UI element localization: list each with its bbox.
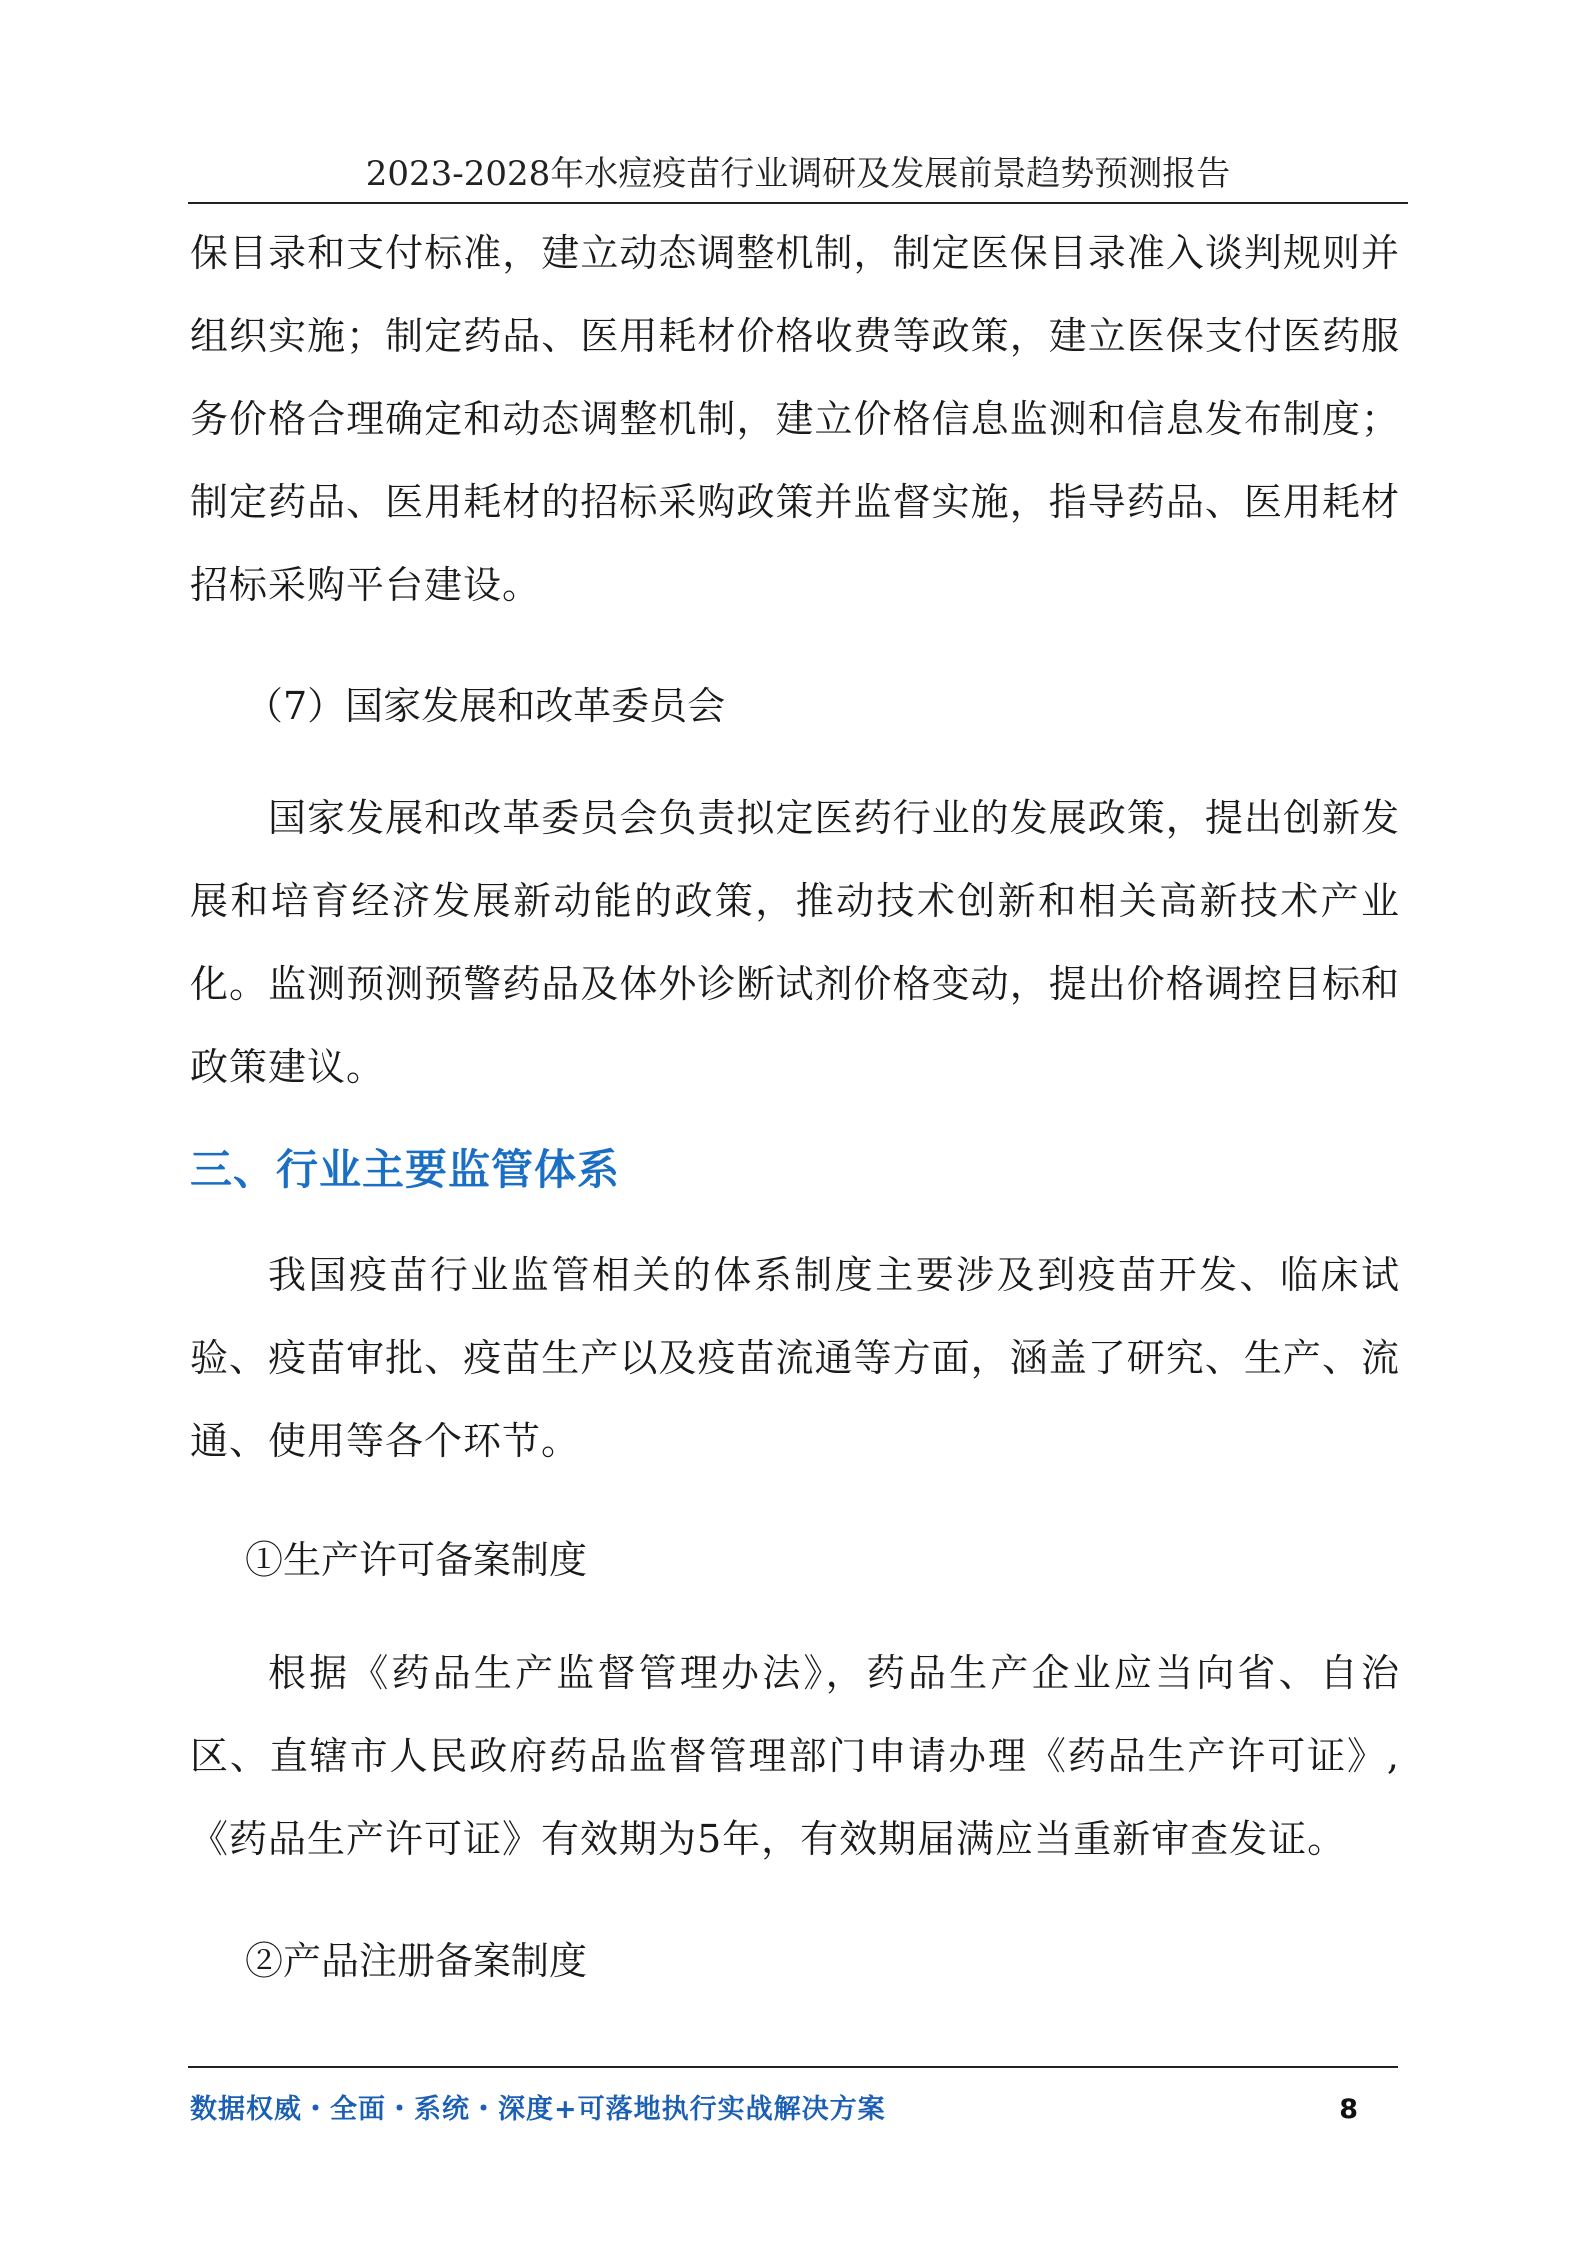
item-2-title: ②产品注册备案制度 — [245, 1939, 588, 1983]
section-heading: 三、行业主要监管体系 — [190, 1145, 621, 1194]
footer-slogan: 数据权威・全面・系统・深度+可落地执行实战解决方案 — [190, 2094, 886, 2125]
footer-divider — [188, 2066, 1398, 2068]
item-1-title: ①生产许可备案制度 — [245, 1538, 588, 1582]
subheading-7: （7）国家发展和改革委员会 — [245, 684, 726, 728]
page-number: 8 — [1339, 2094, 1358, 2125]
paragraph-4: 根据《药品生产监督管理办法》，药品生产企业应当向省、自治区、直辖市人民政府药品监督管理部门申请办理《药品生产许可证》,《药品生产许可证》有效期为5年，有效期届满应当重新审查发证。 — [190, 1651, 1400, 1861]
header-title: 2023-2028年水痘疫苗行业调研及发展前景趋势预测报告 — [365, 154, 1231, 194]
paragraph-2: 国家发展和改革委员会负责拟定医药行业的发展政策，提出创新发展和培育经济发展新动能的政策，推动技术创新和相关高新技术产业化。监测预测预警药品及体外诊断试剂价格变动，提出价格调控目标和政策建议。 — [190, 796, 1400, 1089]
paragraph-1: 保目录和支付标准，建立动态调整机制，制定医保目录准入谈判规则并组织实施；制定药品、医用耗材价格收费等政策，建立医保支付医药服务价格合理确定和动态调整机制，建立价格信息监测和信息发布制度；制定药品、医用耗材的招标采购政策并监督实施，指导药品、医用耗材招标采购平台建设。 — [190, 231, 1400, 607]
paragraph-3: 我国疫苗行业监管相关的体系制度主要涉及到疫苗开发、临床试验、疫苗审批、疫苗生产以及疫苗流通等方面，涵盖了研究、生产、流通、使用等各个环节。 — [190, 1253, 1400, 1463]
header-divider — [188, 202, 1408, 204]
